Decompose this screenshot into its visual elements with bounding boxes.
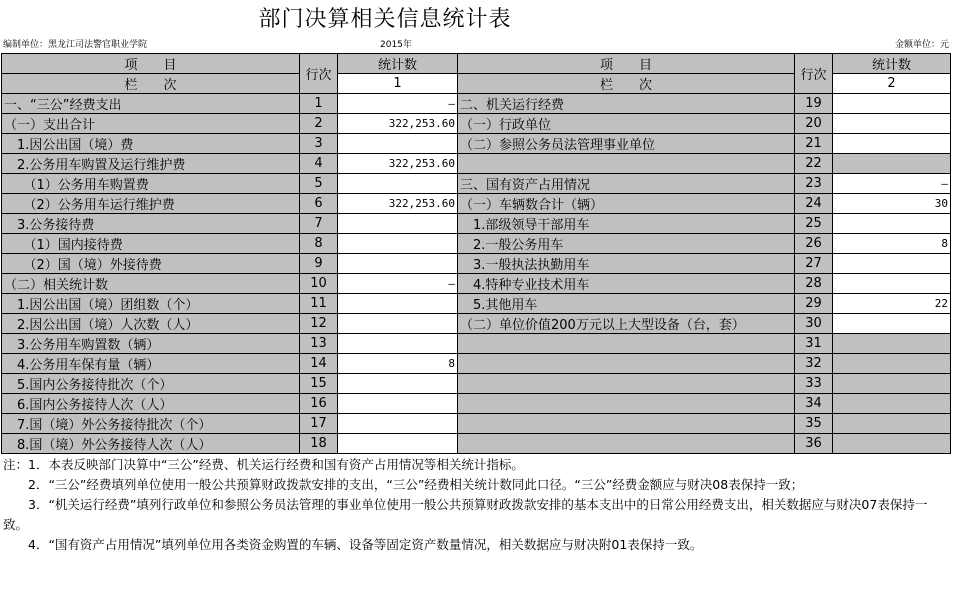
table-row [2,334,951,354]
compiling-unit: 编制单位：黑龙江司法警官职业学院 [3,40,148,50]
left-item-label: （一）支出合计 [2,114,300,134]
header-col2: 2 [833,74,951,94]
right-item-label: 三、国有资产占用情况 [458,174,795,194]
right-stat-value[interactable] [833,434,951,454]
left-stat-value[interactable] [338,414,458,434]
right-item-label: 5.其他用车 [458,294,795,314]
notes [3,455,951,555]
left-stat-value[interactable] [338,314,458,334]
right-stat-value[interactable] [833,334,951,354]
currency-unit: 金额单位：元 [894,40,949,50]
left-item-label: （1）公务用车购置费 [2,174,300,194]
table-row [2,134,951,154]
left-stat-value[interactable]: 322,253.60 [338,154,458,174]
header-stat-left: 统计数 [338,54,458,74]
table-row [2,414,951,434]
left-stat-value[interactable] [338,214,458,234]
left-row-number: 6 [300,194,338,214]
left-row-number: 16 [300,394,338,414]
right-row-number: 20 [795,114,833,134]
right-item-label: （一）车辆数合计（辆） [458,194,795,214]
right-item-label [458,154,795,174]
right-row-number: 19 [795,94,833,114]
right-item-label: （二）参照公务员法管理事业单位 [458,134,795,154]
left-stat-value[interactable] [338,334,458,354]
right-row-number: 24 [795,194,833,214]
left-item-label: 一、“三公”经费支出 [2,94,300,114]
right-item-label: 4.特种专业技术用车 [458,274,795,294]
right-stat-value[interactable]: 8 [833,234,951,254]
note-1: 注：1．本表反映部门决算中“三公”经费、机关运行经费和国有资产占用情况等相关统计指标。 [3,457,524,472]
left-row-number: 7 [300,214,338,234]
left-stat-value[interactable] [338,134,458,154]
left-item-label: 3.公务接待费 [2,214,300,234]
left-row-number: 18 [300,434,338,454]
right-stat-value[interactable] [833,354,951,374]
page-title: 部门决算相关信息统计表 [258,7,512,32]
right-item-label [458,414,795,434]
right-item-label: 3.一般执法执勤用车 [458,254,795,274]
left-stat-value[interactable] [338,294,458,314]
left-row-number: 17 [300,414,338,434]
table-row [2,434,951,454]
table-row [2,394,951,414]
right-item-label [458,334,795,354]
left-row-number: 2 [300,114,338,134]
report-year: 2015年 [380,40,412,50]
table-row [2,254,951,274]
header-rowno-right: 行次 [795,54,833,94]
left-item-label: 1.因公出国（境）团组数（个） [2,294,300,314]
left-item-label: （2）国（境）外接待费 [2,254,300,274]
header-column-right: 栏 次 [458,74,795,94]
right-item-label [458,374,795,394]
left-stat-value[interactable] [338,434,458,454]
right-row-number: 23 [795,174,833,194]
table-row [2,274,951,294]
right-item-label: 二、机关运行经费 [458,94,795,114]
header-item-left: 项 目 [2,54,300,74]
left-item-label: 6.国内公务接待人次（人） [2,394,300,414]
note-3: 3．“机关运行经费”填列行政单位和参照公务员法管理的事业单位使用一般公共预算财政拨款安排的基本支出中的日常公用经费支出，相关数据应与财决07表保持一致。 [3,497,928,532]
left-stat-value[interactable]: 322,253.60 [338,194,458,214]
right-row-number: 26 [795,234,833,254]
left-item-label: 2.公务用车购置及运行维护费 [2,154,300,174]
right-item-label [458,354,795,374]
left-row-number: 14 [300,354,338,374]
left-stat-value[interactable]: 322,253.60 [338,114,458,134]
left-stat-value[interactable]: 8 [338,354,458,374]
right-row-number: 27 [795,254,833,274]
right-stat-value[interactable] [833,374,951,394]
right-stat-value[interactable] [833,414,951,434]
table-row [2,154,951,174]
left-item-label: 4.公务用车保有量（辆） [2,354,300,374]
table-row [2,354,951,374]
right-item-label: 1.部级领导干部用车 [458,214,795,234]
left-row-number: 15 [300,374,338,394]
left-row-number: 1 [300,94,338,114]
right-stat-value[interactable] [833,254,951,274]
left-item-label: 2.因公出国（境）人次数（人） [2,314,300,334]
left-item-label: 3.公务用车购置数（辆） [2,334,300,354]
header-rowno-left: 行次 [300,54,338,94]
table-row [2,194,951,214]
left-stat-value[interactable] [338,234,458,254]
right-item-label: （二）单位价值200万元以上大型设备（台，套） [458,314,795,334]
right-stat-value[interactable] [833,274,951,294]
left-stat-value[interactable] [338,374,458,394]
right-stat-value[interactable] [833,154,951,174]
right-stat-value[interactable] [833,134,951,154]
left-row-number: 9 [300,254,338,274]
left-stat-value[interactable] [338,254,458,274]
right-stat-value[interactable] [833,214,951,234]
table-row [2,174,951,194]
left-item-label: 8.国（境）外公务接待人次（人） [2,434,300,454]
left-row-number: 12 [300,314,338,334]
table-row [2,314,951,334]
left-item-label: （1）国内接待费 [2,234,300,254]
left-row-number: 8 [300,234,338,254]
right-row-number: 36 [795,434,833,454]
table-row [2,294,951,314]
note-2: 2．“三公”经费填列单位使用一般公共预算财政拨款安排的支出，“三公”经费相关统计数同此口径。“三公”经费金额应与财决08表保持一致； [3,477,804,492]
left-item-label: （2）公务用车运行维护费 [2,194,300,214]
header-col1: 1 [338,74,458,94]
table-row [2,114,951,134]
table-row [2,374,951,394]
right-item-label: （一）行政单位 [458,114,795,134]
right-row-number: 28 [795,274,833,294]
left-row-number: 11 [300,294,338,314]
left-item-label: 5.国内公务接待批次（个） [2,374,300,394]
right-stat-value[interactable]: — [833,174,951,194]
right-item-label [458,394,795,414]
right-stat-value[interactable] [833,314,951,334]
left-row-number: 13 [300,334,338,354]
note-4: 4．“国有资产占用情况”填列单位用各类资金购置的车辆、设备等固定资产数量情况，相关数据应与财决附01表保持一致。 [3,537,703,552]
left-row-number: 10 [300,274,338,294]
right-stat-value[interactable]: 30 [833,194,951,214]
right-stat-value[interactable]: 22 [833,294,951,314]
left-item-label: 1.因公出国（境）费 [2,134,300,154]
right-stat-value[interactable] [833,94,951,114]
left-stat-value[interactable]: — [338,94,458,114]
left-stat-value[interactable] [338,174,458,194]
right-row-number: 34 [795,394,833,414]
right-row-number: 21 [795,134,833,154]
right-row-number: 22 [795,154,833,174]
right-stat-value[interactable] [833,394,951,414]
right-item-label [458,434,795,454]
left-row-number: 3 [300,134,338,154]
right-row-number: 25 [795,214,833,234]
left-stat-value[interactable] [338,394,458,414]
right-row-number: 35 [795,414,833,434]
stats-table [1,53,951,454]
table-row [2,214,951,234]
right-row-number: 31 [795,334,833,354]
left-row-number: 5 [300,174,338,194]
right-row-number: 32 [795,354,833,374]
left-item-label: （二）相关统计数 [2,274,300,294]
left-row-number: 4 [300,154,338,174]
left-stat-value[interactable]: — [338,274,458,294]
right-item-label: 2.一般公务用车 [458,234,795,254]
header-stat-right: 统计数 [833,54,951,74]
right-row-number: 30 [795,314,833,334]
right-row-number: 29 [795,294,833,314]
table-row [2,234,951,254]
header-column-left: 栏 次 [2,74,300,94]
right-row-number: 33 [795,374,833,394]
header-item-right: 项 目 [458,54,795,74]
right-stat-value[interactable] [833,114,951,134]
left-item-label: 7.国（境）外公务接待批次（个） [2,414,300,434]
table-row [2,94,951,114]
